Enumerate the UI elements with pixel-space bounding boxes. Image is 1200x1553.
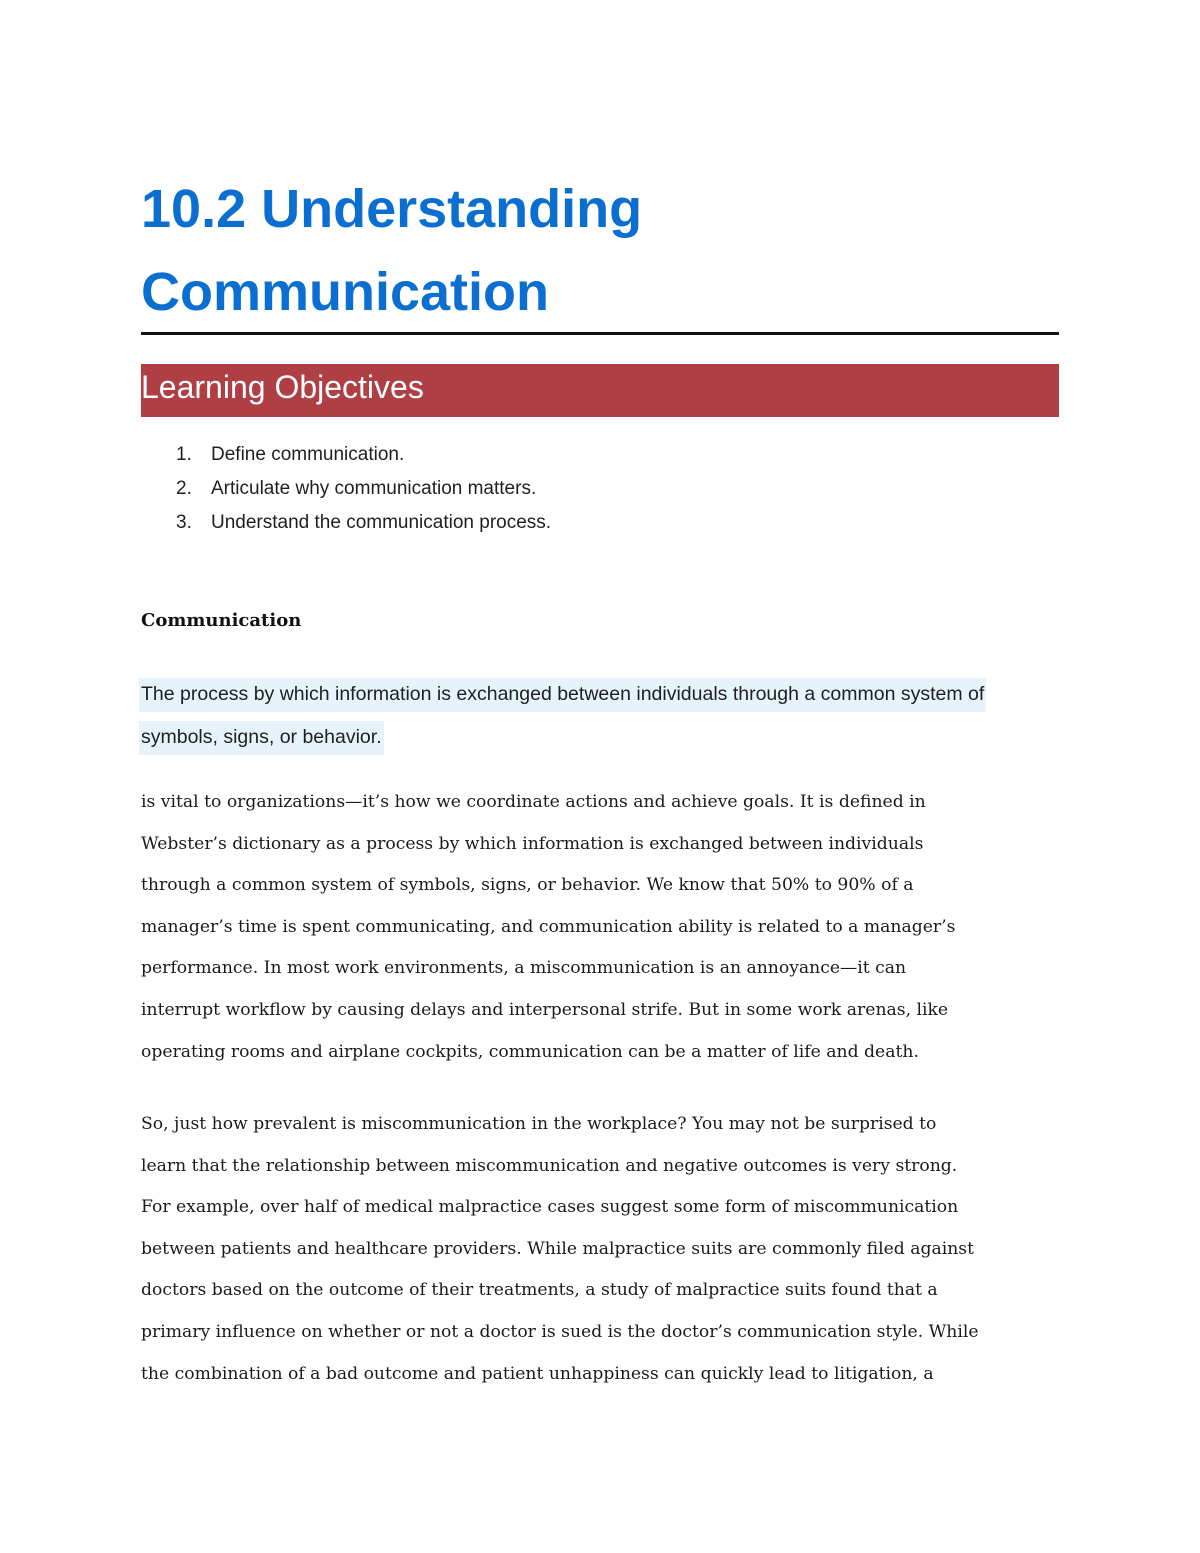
objective-number: 2. (176, 478, 192, 499)
page-title: 10.2 Understanding Communication (141, 179, 643, 322)
section-heading: Communication (141, 610, 302, 631)
learning-objectives-banner (141, 364, 1059, 417)
definition-callout (139, 673, 1051, 758)
objective-number: 1. (176, 444, 192, 465)
definition-text: The process by which information is exchanged between individuals through a common system of symbols, signs, or behavior. (139, 678, 986, 755)
objective-text: Understand the communication process. (211, 512, 552, 533)
objective-number: 3. (176, 512, 192, 533)
body-paragraph: is vital to organizations—it’s how we coordinate actions and achieve goals. It is defined in Webster’s dictionary as a process by which information is exchanged between individuals through a common system of symbols, signs, or behavior. We know that 50% to 90% of a manager’s time is spent communicating, and communication ability is related to a manager’s performance. In most work environments, a miscommunication is an annoyance—it can interrupt workflow by causing delays and interpersonal strife. But in some work arenas, like operating rooms and airplane cockpits, communication can be a matter of life and death. (141, 792, 956, 1062)
objective-text: Articulate why communication matters. (211, 478, 537, 499)
body-paragraph: So, just how prevalent is miscommunication in the workplace? You may not be surprised to learn that the relationship between miscommunication and negative outcomes is very strong. For example, over half of medical malpractice cases suggest some form of miscommunication between patients and healthcare providers. While malpractice suits are commonly filed against doctors based on the outcome of their treatments, a study of malpractice suits found that a primary influence on whether or not a doctor is sued is the doctor’s communication style. While the combination of a bad outcome and patient unhappiness can quickly lead to litigation, a (141, 1114, 979, 1384)
title-divider (141, 332, 1059, 335)
learning-objectives-heading: Learning Objectives (141, 369, 424, 405)
objective-text: Define communication. (211, 444, 405, 465)
